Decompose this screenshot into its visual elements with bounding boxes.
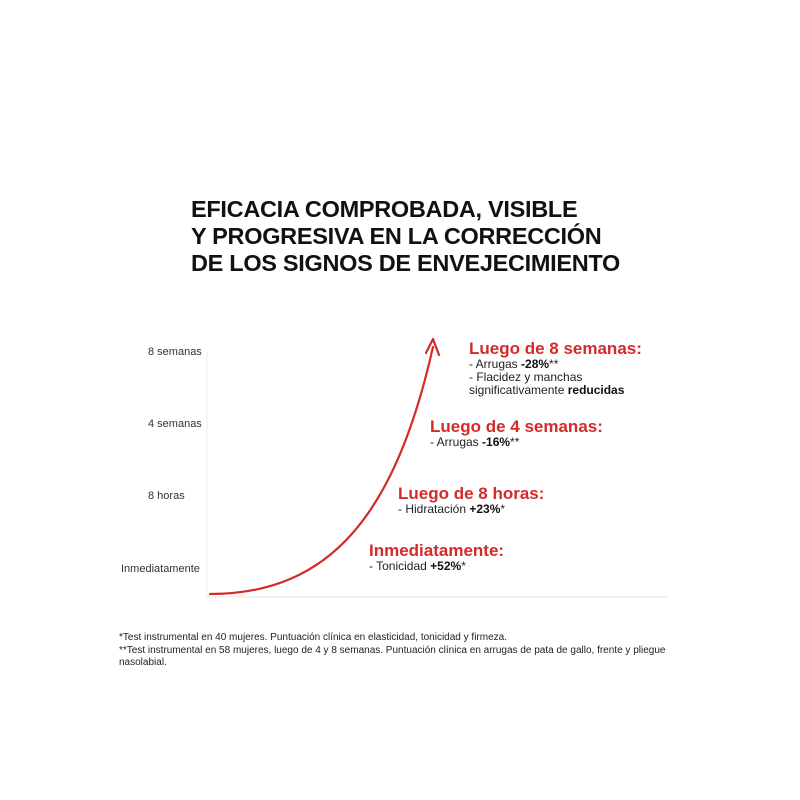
milestone-4-semanas [430,417,603,449]
milestone-inmediatamente [369,541,504,573]
footnote-2: **Test instrumental en 58 mujeres, luego de 4 y 8 semanas. Puntuación clínica en arrugas de pata de gallo, frente y pliegue nasolabial. [119,644,666,668]
title-line-2: Y PROGRESIVA EN LA CORRECCIÓN [191,223,602,249]
milestone-detail: - Flacidez y manchas [469,370,583,384]
milestone-heading: Luego de 8 horas: [398,484,545,503]
milestone-detail: significativamente reducidas [469,383,625,397]
y-label-8-horas: 8 horas [148,490,185,502]
milestone-heading: Luego de 8 semanas: [469,339,642,358]
milestone-detail: - Arrugas -16%** [430,435,520,449]
milestone-heading: Inmediatamente: [369,541,505,560]
y-label-8-semanas: 8 semanas [148,346,202,358]
milestone-detail: - Arrugas -28%** [469,357,559,371]
milestone-heading: Luego de 4 semanas: [430,417,603,436]
y-label-inmediatamente: Inmediatamente [121,563,200,575]
footnotes [119,632,679,670]
milestone-8-horas [398,484,544,516]
milestone-detail: - Tonicidad +52%* [369,559,466,573]
y-label-4-semanas: 4 semanas [148,418,202,430]
milestone-detail: - Hidratación +23%* [398,502,506,516]
milestone-8-semanas [469,339,642,397]
footnote-1: *Test instrumental en 40 mujeres. Puntuación clínica en elasticidad, tonicidad y firmeza. [119,632,507,643]
title-line-3: DE LOS SIGNOS DE ENVEJECIMIENTO [191,250,621,276]
title-line-1: EFICACIA COMPROBADA, VISIBLE [191,196,578,222]
